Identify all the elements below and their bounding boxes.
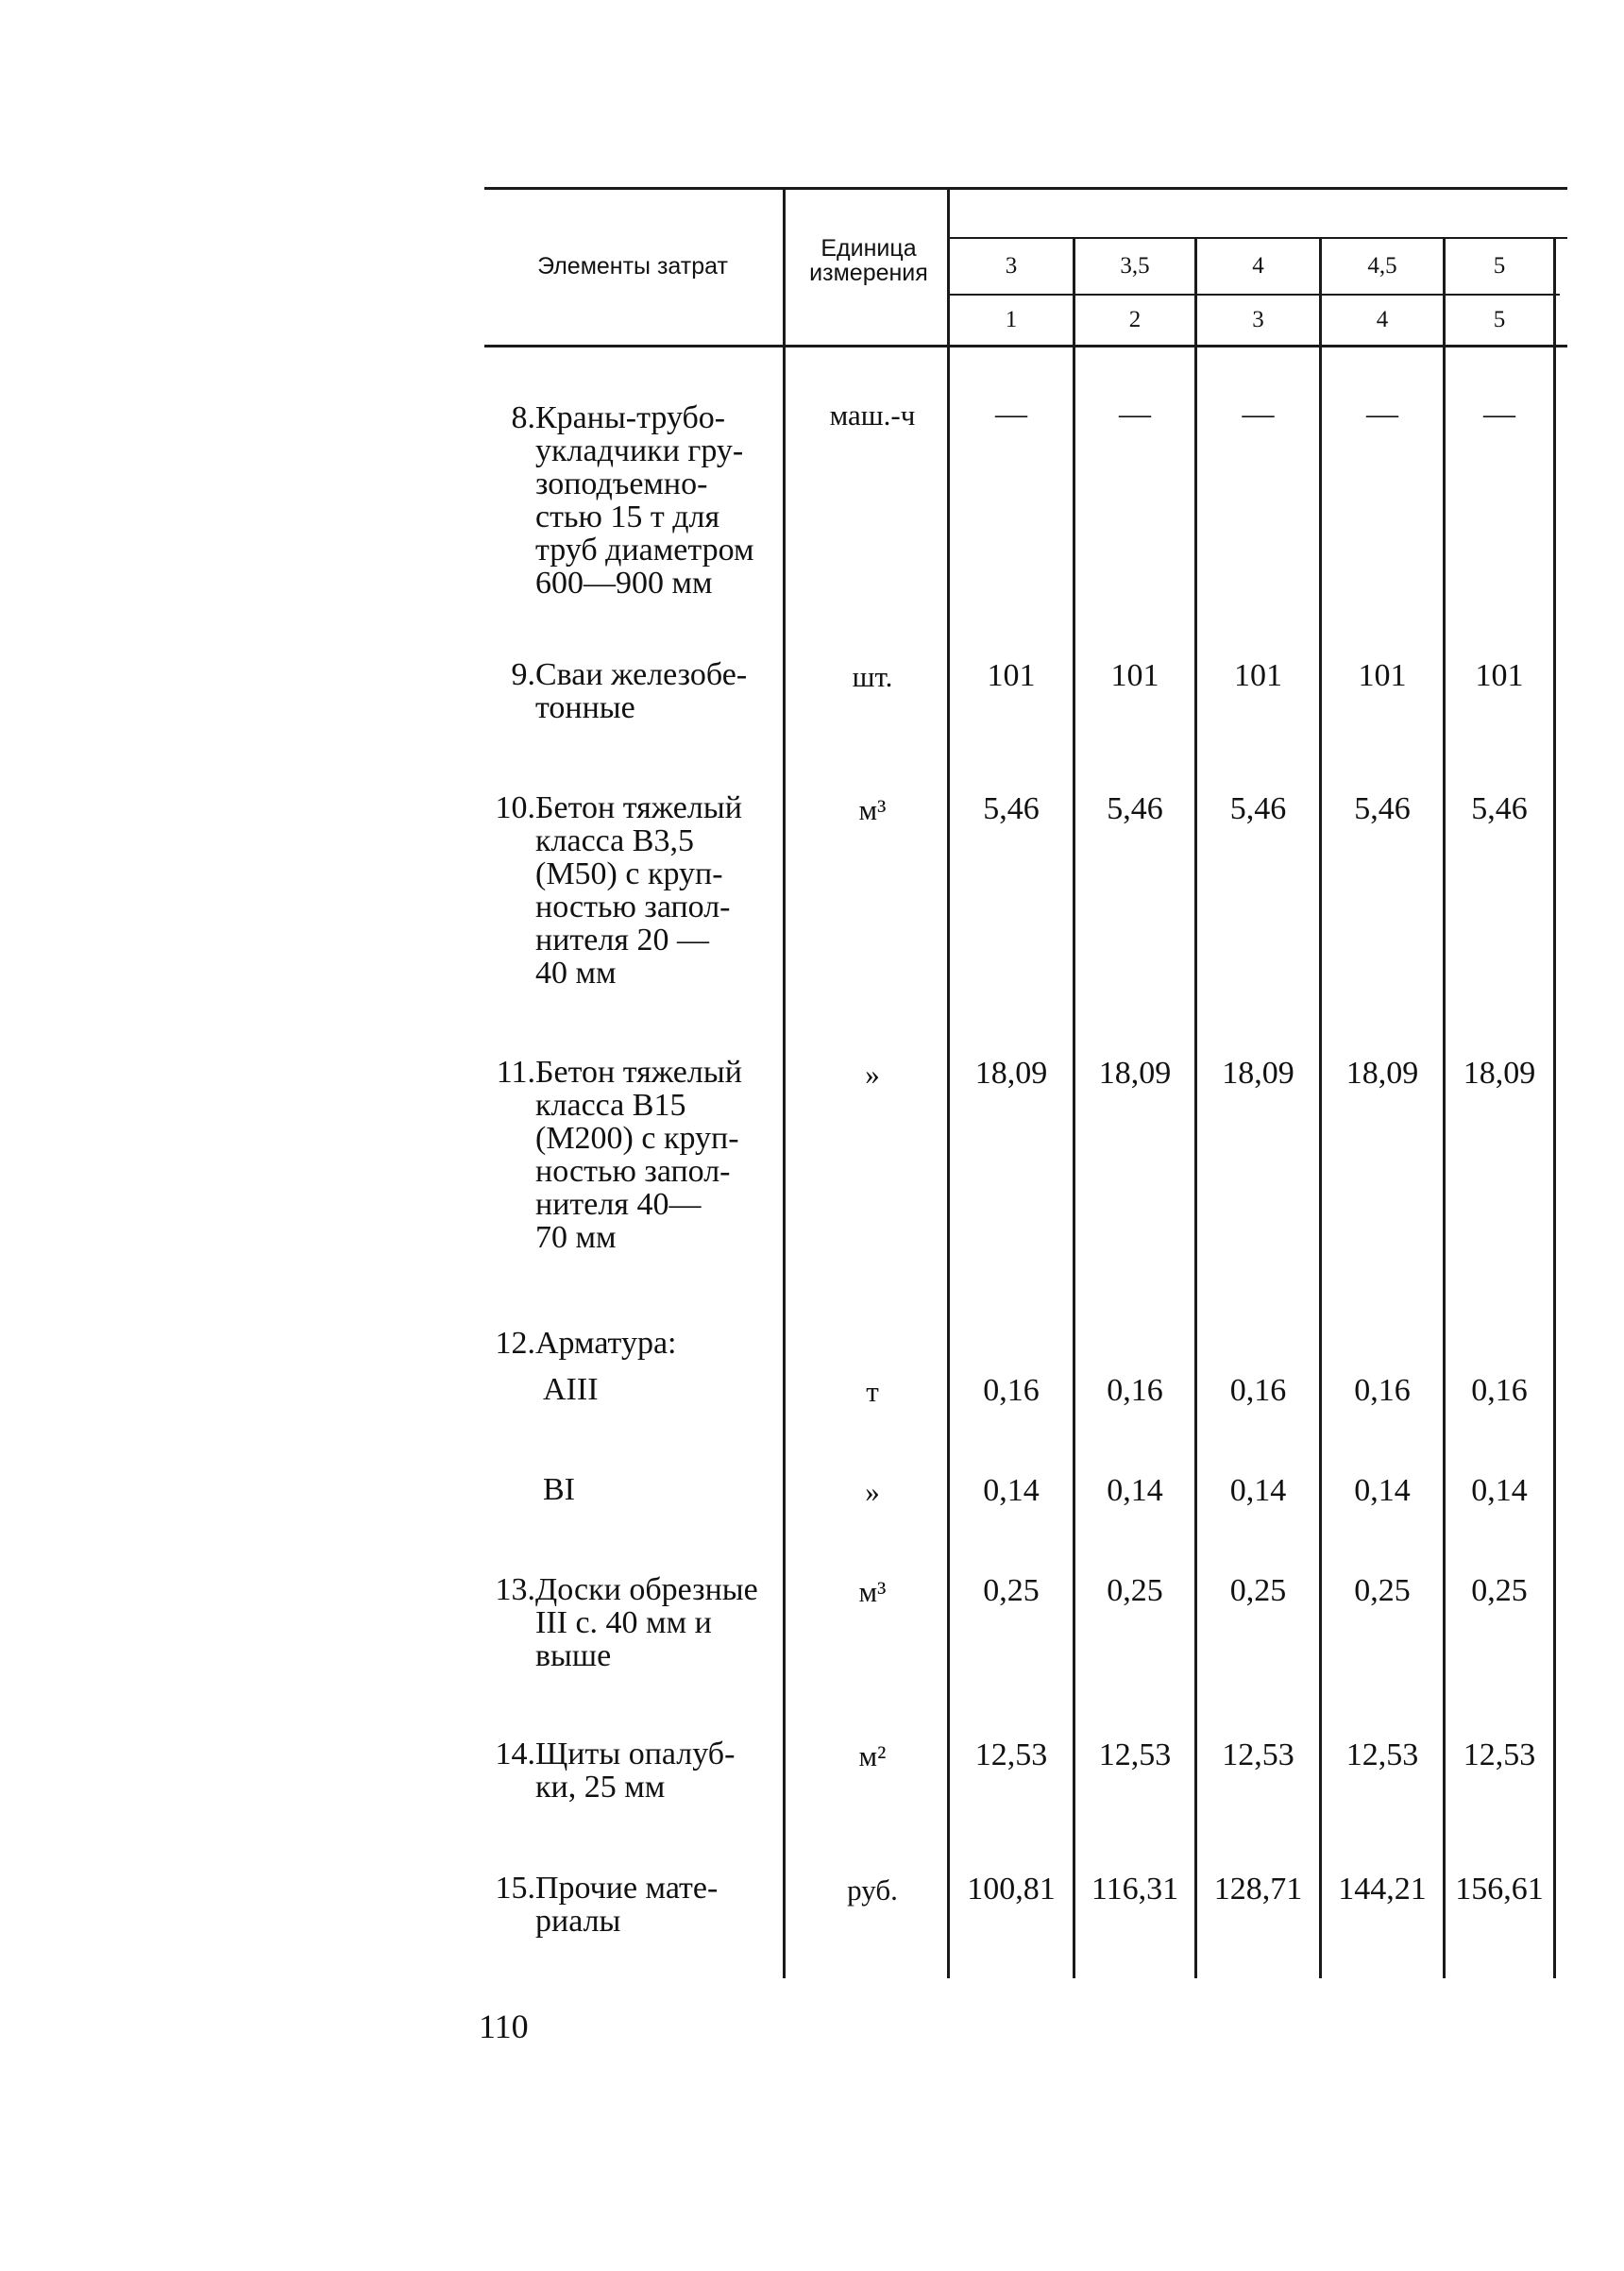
row-label-line	[472, 1221, 784, 1254]
row-value: —	[1483, 397, 1515, 432]
row-value: 18,09	[1222, 1056, 1294, 1091]
row-label-text: Бетон тяжелый	[535, 790, 742, 825]
header-diameter: 4,5	[1367, 253, 1397, 279]
row-value: 12,53	[1222, 1737, 1294, 1772]
row-value: 5,46	[1107, 791, 1163, 826]
row-label	[472, 1737, 784, 1804]
row-label-text: ностью запол-	[535, 890, 731, 924]
row-value: 0,16	[1354, 1373, 1411, 1408]
row-label-line	[472, 1639, 784, 1672]
row-label-text: Краны-трубо-	[535, 400, 726, 435]
row-unit: шт.	[852, 660, 893, 693]
row-label-text: укладчики гру-	[535, 433, 744, 468]
col-rule-d3	[1194, 238, 1197, 1978]
row-value: 12,53	[1463, 1737, 1536, 1772]
row-label-text: стью 15 т для	[535, 500, 720, 534]
row-label-text: ностью запол-	[535, 1154, 731, 1189]
row-unit: т	[866, 1375, 879, 1408]
row-label-text: выше	[535, 1638, 612, 1673]
row-label-text: зоподъемно-	[535, 466, 708, 501]
header-unit-label	[793, 236, 944, 285]
row-value: —	[995, 397, 1027, 432]
row-value: 12,53	[974, 1737, 1048, 1772]
row-label	[472, 1327, 784, 1360]
header-mid-rule	[950, 294, 1560, 296]
row-label-text: 600—900 мм	[535, 566, 713, 601]
row-number: 15.	[495, 1871, 535, 1906]
row-label-text: Доски обрезные	[535, 1572, 758, 1607]
row-value: 101	[987, 658, 1036, 693]
row-value: 12,53	[1345, 1737, 1419, 1772]
col-rule-d2	[1073, 238, 1075, 1978]
row-label-line	[472, 1056, 784, 1089]
row-value: 156,61	[1455, 1872, 1544, 1907]
row-label-text: Щиты опалуб-	[535, 1737, 736, 1771]
row-value: 5,46	[1471, 791, 1528, 826]
row-value: 0,25	[1354, 1573, 1411, 1608]
row-label-line	[472, 1155, 784, 1188]
row-label-line	[472, 1872, 784, 1905]
row-label	[472, 1573, 784, 1672]
row-label-text: класса В3,5	[535, 823, 694, 858]
row-unit: м³	[858, 793, 887, 826]
row-label-line	[472, 401, 784, 434]
row-label-text: АIII	[543, 1372, 599, 1407]
row-label	[472, 401, 784, 600]
row-label-text: ВI	[543, 1472, 575, 1507]
row-value: 18,09	[1345, 1056, 1419, 1091]
row-label-line	[472, 691, 784, 724]
row-number: 14.	[495, 1737, 535, 1771]
row-label-text: нителя 40—	[535, 1187, 702, 1222]
row-label-line	[472, 890, 784, 924]
col-rule-d5	[1443, 238, 1446, 1978]
header-col-number: 4	[1376, 307, 1389, 332]
row-value: 0,14	[983, 1473, 1040, 1508]
row-label-text: 70 мм	[535, 1220, 617, 1255]
row-label-text: класса В15	[535, 1088, 686, 1123]
header-diameter: 3,5	[1120, 253, 1150, 279]
row-label-line	[472, 1573, 784, 1606]
row-label-line	[472, 567, 784, 600]
row-value: —	[1242, 397, 1275, 432]
row-unit: маш.-ч	[829, 398, 916, 432]
row-label-line	[472, 658, 784, 691]
row-label-text: нителя 20 —	[535, 923, 709, 958]
row-label-text: риалы	[535, 1904, 621, 1939]
row-label-text: (М50) с круп-	[535, 856, 723, 891]
row-label-text: Сваи железобе-	[535, 657, 748, 692]
col-rule-right	[1553, 238, 1556, 1978]
row-value: 0,25	[983, 1573, 1040, 1608]
row-value: —	[1119, 397, 1151, 432]
row-label-line	[472, 534, 784, 567]
page-number: 110	[479, 2008, 529, 2045]
row-label-line	[472, 1606, 784, 1639]
row-value: 18,09	[974, 1056, 1048, 1091]
row-label	[472, 658, 784, 724]
table-top-rule	[484, 187, 1567, 190]
row-unit: »	[865, 1475, 880, 1508]
header-col-number: 1	[1005, 307, 1018, 332]
header-diameter: 4	[1252, 253, 1264, 279]
row-value: 5,46	[1354, 791, 1411, 826]
row-value: 0,14	[1229, 1473, 1287, 1508]
row-label-text: III с. 40 мм и	[535, 1605, 712, 1640]
row-value: 12,53	[1098, 1737, 1172, 1772]
col-rule-d4	[1319, 238, 1322, 1978]
row-label-line	[472, 957, 784, 990]
row-label-line	[472, 824, 784, 857]
row-label-line	[472, 1188, 784, 1221]
row-value: 116,31	[1091, 1872, 1179, 1907]
header-col-number: 2	[1128, 307, 1142, 332]
row-label-text: Прочие мате-	[535, 1871, 719, 1906]
row-label-line	[472, 1327, 784, 1360]
row-label-line	[472, 1373, 784, 1406]
row-value: 5,46	[1229, 791, 1287, 826]
row-label-text: Бетон тяжелый	[535, 1055, 742, 1090]
row-label	[472, 791, 784, 990]
row-value: 144,21	[1338, 1872, 1427, 1907]
row-label	[472, 1473, 784, 1506]
row-number: 13.	[495, 1572, 535, 1607]
row-value: 101	[1110, 658, 1159, 693]
row-label-line	[472, 1737, 784, 1771]
row-label-line	[472, 500, 784, 534]
row-value: 101	[1358, 658, 1407, 693]
row-label-line	[472, 1905, 784, 1938]
row-value: 0,16	[1471, 1373, 1528, 1408]
row-label-text: 40 мм	[535, 956, 617, 991]
row-value: 0,25	[1107, 1573, 1163, 1608]
row-value: 100,81	[967, 1872, 1056, 1907]
row-value: 18,09	[1463, 1056, 1536, 1091]
row-value: 0,16	[1107, 1373, 1163, 1408]
row-value: 0,14	[1107, 1473, 1163, 1508]
row-label-line	[472, 1122, 784, 1155]
row-value: 0,16	[1229, 1373, 1287, 1408]
row-label-text: тонные	[535, 690, 635, 725]
row-label-text: (М200) с круп-	[535, 1121, 739, 1156]
row-label-line	[472, 924, 784, 957]
row-value: 128,71	[1213, 1872, 1303, 1907]
row-number: 8.	[511, 400, 535, 435]
row-value: 101	[1475, 658, 1524, 693]
header-bottom-rule	[484, 345, 1567, 347]
header-col-number: 3	[1252, 307, 1264, 332]
row-label	[472, 1373, 784, 1406]
row-label-text: Арматура:	[535, 1326, 677, 1361]
row-label-line	[472, 1089, 784, 1122]
row-number: 10.	[495, 790, 535, 825]
row-value: —	[1366, 397, 1398, 432]
row-value: 0,14	[1471, 1473, 1528, 1508]
row-label-line	[472, 857, 784, 890]
header-unit-text: Единица измерения	[809, 235, 928, 286]
row-value: 0,25	[1229, 1573, 1287, 1608]
row-value: 18,09	[1098, 1056, 1172, 1091]
row-label-line	[472, 791, 784, 824]
row-unit: м²	[858, 1739, 887, 1772]
row-label-text: ки, 25 мм	[535, 1770, 666, 1805]
row-label	[472, 1056, 784, 1254]
row-unit: руб.	[847, 1873, 898, 1907]
row-number: 9.	[511, 657, 535, 692]
row-label-text: труб диаметром	[535, 533, 754, 568]
header-elements-label: Элементы затрат	[537, 253, 728, 280]
header-diameter: 3	[1005, 253, 1018, 279]
row-value: 5,46	[983, 791, 1040, 826]
row-value: 0,16	[983, 1373, 1040, 1408]
row-value: 0,25	[1471, 1573, 1528, 1608]
row-label	[472, 1872, 784, 1938]
row-number: 12.	[495, 1326, 535, 1361]
row-label-line	[472, 1771, 784, 1804]
row-label-line	[472, 1473, 784, 1506]
row-label-line	[472, 434, 784, 467]
row-number: 11.	[496, 1055, 535, 1090]
header-diameter-top-rule	[950, 237, 1567, 239]
header-diameter: 5	[1493, 253, 1506, 279]
row-unit: м³	[858, 1575, 887, 1608]
row-value: 101	[1234, 658, 1282, 693]
row-unit: »	[865, 1058, 880, 1091]
header-col-number: 5	[1493, 307, 1506, 332]
row-label-line	[472, 467, 784, 500]
row-value: 0,14	[1354, 1473, 1411, 1508]
